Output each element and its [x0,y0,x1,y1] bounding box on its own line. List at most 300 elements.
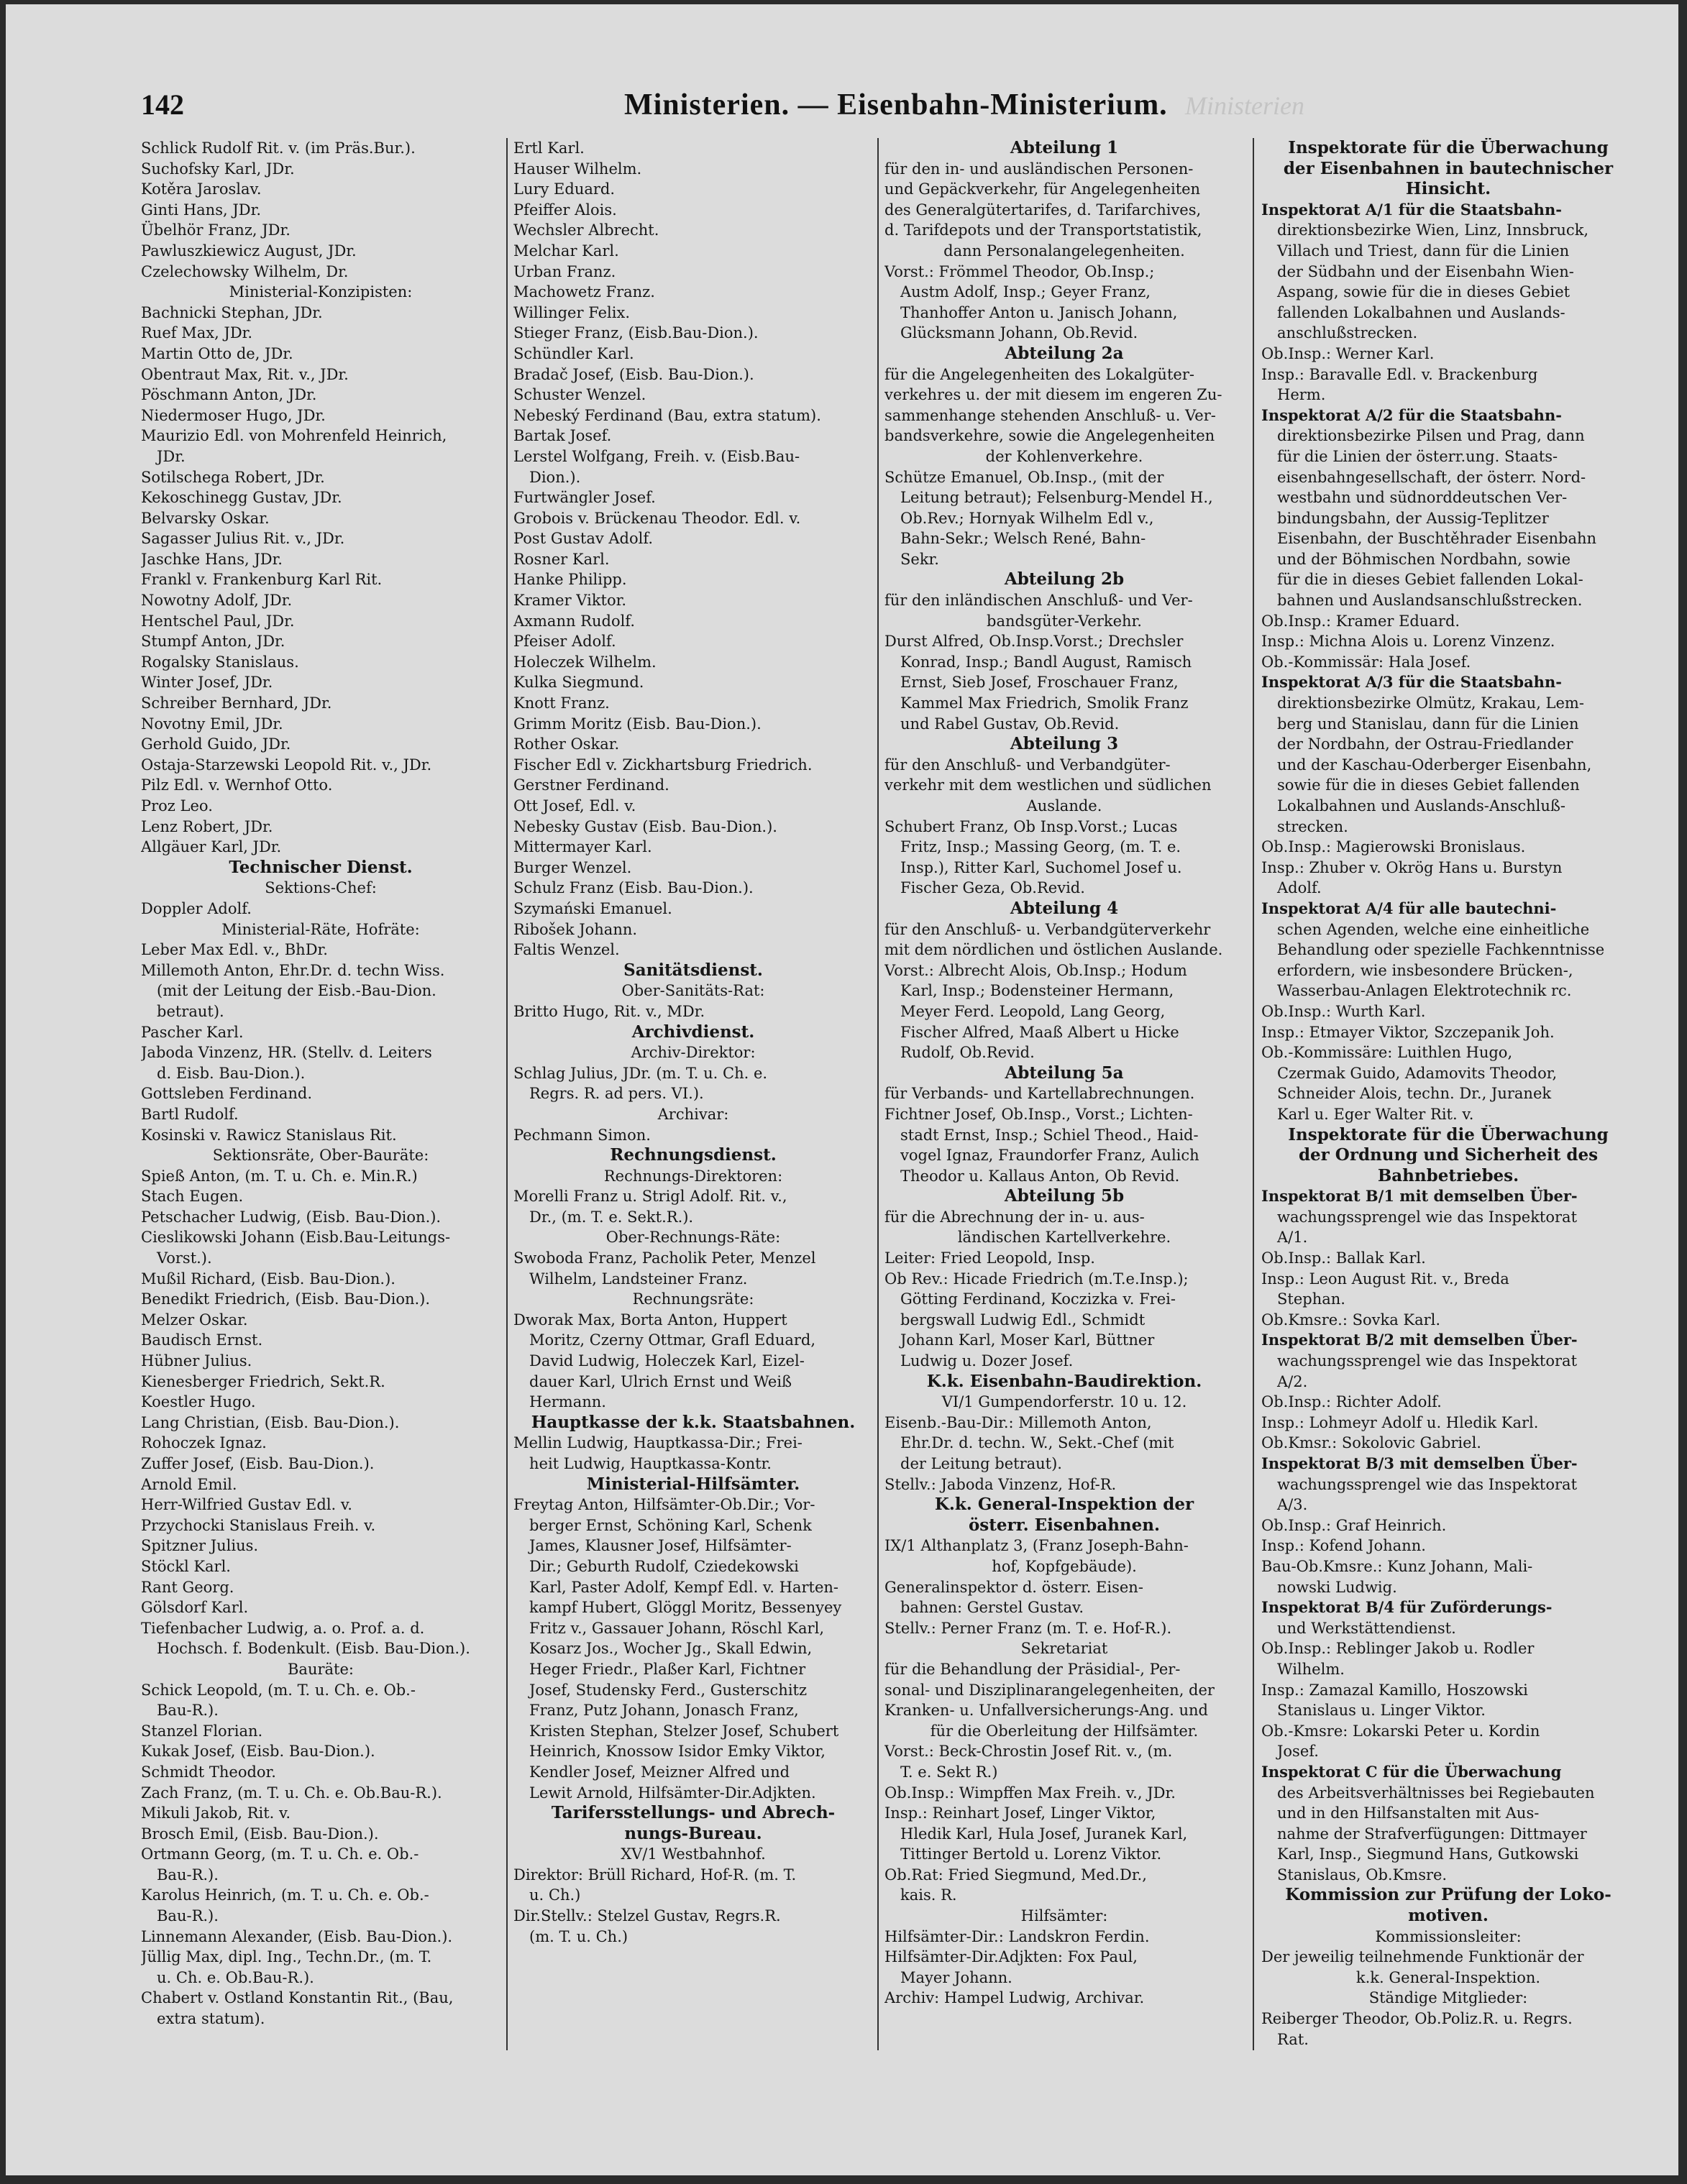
text-line: direktionsbezirke Wien, Linz, Innsbruck, [1277,221,1589,239]
text-line: Inspektorat A/3 für die Staatsbahn- [1261,673,1562,692]
text-line: Czermak Guido, Adamovits Theodor, [1277,1064,1558,1082]
text-line: Kekoschinegg Gustav, JDr. [141,489,342,507]
text-line: d. Eisb. Bau-Dion.). [157,1064,306,1082]
text-line: Stellv.: Perner Franz (m. T. e. Hof-R.). [884,1619,1172,1637]
section-heading: nungs-Bureau. [624,1823,762,1843]
text-line: Spieß Anton, (m. T. u. Ch. e. Min.R.) [141,1167,418,1185]
text-line: Stephan. [1277,1290,1345,1308]
text-line: Schulz Franz (Eisb. Bau-Dion.). [513,879,754,897]
text-line: Herr-Wilfried Gustav Edl. v. [141,1496,352,1514]
text-line: Sotilschega Robert, JDr. [141,468,325,486]
text-line: Ob.-Kommissäre: Luithlen Hugo, [1261,1044,1513,1062]
text-line: (mit der Leitung der Eisb.-Bau-Dion. [157,982,436,1000]
text-line: Hentschel Paul, JDr. [141,612,295,630]
text-line: (m. T. u. Ch.) [529,1927,628,1945]
text-line: Schreiber Bernhard, JDr. [141,694,332,712]
text-line: für die Angelegenheiten des Lokalgüter- [884,365,1194,383]
text-line: für die Linien der österr.ung. Staats- [1277,447,1558,465]
text-line: Moritz, Czerny Ottmar, Grafl Eduard, [529,1331,816,1349]
text-line: Leiter: Fried Leopold, Insp. [884,1249,1095,1267]
text-line: für Verbands- und Kartellabrechnungen. [884,1085,1195,1103]
text-line: Karl, Paster Adolf, Kempf Edl. v. Harten- [529,1578,838,1596]
subheading: Ständige Mitglieder: [1368,1989,1528,2007]
text-line: Pawluszkiewicz August, JDr. [141,242,357,260]
text-line: Morelli Franz u. Strigl Adolf. Rit. v., [513,1188,787,1206]
text-line: des Generalgütertarifes, d. Tarifarchives, [884,201,1202,219]
text-line: Ob.Insp.: Werner Karl. [1261,344,1435,362]
text-line: erfordern, wie insbesondere Brücken-, [1277,961,1573,979]
text-line: Stöckl Karl. [141,1557,231,1575]
subheading: ländischen Kartellverkehre. [957,1229,1171,1247]
text-line: Wilhelm. [1277,1660,1345,1678]
text-line: Insp.: Zamazal Kamillo, Hoszowski [1261,1681,1528,1699]
text-line: Spitzner Julius. [141,1537,259,1555]
text-line: Kendler Josef, Meizner Alfred und [529,1763,790,1781]
text-line: Ob.Insp.: Ballak Karl. [1261,1249,1426,1267]
text-line: Adolf. [1277,879,1322,897]
text-line: Schmidt Theodor. [141,1763,276,1781]
text-line: Inspektorat C für die Überwachung [1261,1762,1562,1781]
text-line: Rosner Karl. [513,550,610,568]
text-line: Inspektorat B/1 mit demselben Über- [1261,1187,1578,1206]
text-line: Stanislaus, Ob.Kmsre. [1277,1866,1448,1884]
text-line: Der jeweilig teilnehmende Funktionär der [1261,1948,1584,1966]
section-heading: Abteilung 2b [1004,569,1125,589]
text-line: Inspektorat B/2 mit demselben Über- [1261,1331,1578,1349]
text-line: Bachnicki Stephan, JDr. [141,303,323,321]
subheading: VI/1 Gumpendorferstr. 10 u. 12. [941,1393,1187,1411]
text-line: nahme der Strafverfügungen: Dittmayer [1277,1825,1587,1843]
text-line: berger Ernst, Schöning Karl, Schenk [529,1516,812,1534]
section-heading: motiven. [1408,1906,1489,1926]
section-heading: der Ordnung und Sicherheit des [1298,1145,1599,1165]
text-line: Stellv.: Jaboda Vinzenz, Hof-R. [884,1475,1117,1493]
section-heading: Sanitätsdienst. [623,960,763,980]
text-line: Schubert Franz, Ob Insp.Vorst.; Lucas [884,817,1178,835]
text-line: Übelhör Franz, JDr. [141,221,291,239]
text-line: Glücksmann Johann, Ob.Revid. [900,324,1138,342]
subheading: Auslande. [1026,797,1102,815]
text-line: Ob.Insp.: Kramer Eduard. [1261,612,1460,630]
text-line: Insp.: Kofend Johann. [1261,1537,1426,1555]
text-line: Petschacher Ludwig, (Eisb. Bau-Dion.). [141,1208,442,1226]
column-rule [1253,138,1254,2050]
section-heading: Abteilung 4 [1010,898,1119,918]
text-line: Leber Max Edl. v., BhDr. [141,941,328,959]
text-line: Ob.Rev.; Hornyak Wilhelm Edl v., [900,509,1154,527]
text-line: Ernst, Sieb Josef, Froschauer Franz, [900,674,1179,692]
text-line: A/2. [1277,1372,1308,1390]
text-line: Urban Franz. [513,262,616,280]
text-line: Baudisch Ernst. [141,1331,263,1349]
text-line: Tittinger Bertold u. Lorenz Viktor. [900,1845,1162,1863]
section-heading: Technischer Dienst. [229,857,413,877]
text-line: Direktor: Brüll Richard, Hof-R. (m. T. [513,1866,797,1884]
text-line: Eisenbahn, der Buschtěhrader Eisenbahn [1277,530,1597,548]
section-heading: K.k. General-Inspektion der [934,1495,1194,1515]
subheading: dann Personalangelegenheiten. [943,242,1185,260]
text-line: Gölsdorf Karl. [141,1599,249,1617]
text-line: Schlag Julius, JDr. (m. T. u. Ch. e. [513,1064,768,1082]
text-line: Willinger Felix. [513,303,630,321]
text-line: Karolus Heinrich, (m. T. u. Ch. e. Ob.- [141,1886,429,1904]
text-line: verkehr mit dem westlichen und südlichen [884,776,1212,794]
text-line: Insp.: Baravalle Edl. v. Brackenburg [1261,365,1538,383]
text-line: heit Ludwig, Hauptkassa-Kontr. [529,1455,772,1472]
text-line: Insp.: Lohmeyr Adolf u. Hledik Karl. [1261,1413,1539,1431]
text-line: Pfeiser Adolf. [513,633,616,651]
text-line: T. e. Sekt R.) [900,1763,998,1781]
text-line: Suchofsky Karl, JDr. [141,160,295,178]
text-line: Stieger Franz, (Eisb.Bau-Dion.). [513,324,759,342]
text-line: Stanzel Florian. [141,1722,263,1740]
text-line: Ob.-Kmsre: Lokarski Peter u. Kordin [1261,1722,1540,1740]
text-line: der Nordbahn, der Ostrau-Friedlander [1277,735,1573,753]
bleed-through-title: Ministerien [1185,91,1304,120]
text-column-3 [884,138,1244,2151]
text-line: Dworak Max, Borta Anton, Huppert [513,1311,787,1329]
text-line: wachungssprengel wie das Inspektorat [1277,1352,1578,1370]
text-line: Nowotny Adolf, JDr. [141,592,293,610]
text-line: Ob.Insp.: Graf Heinrich. [1261,1516,1447,1534]
text-line: Ob.Insp.: Richter Adolf. [1261,1393,1442,1411]
text-line: extra statum). [157,2010,265,2028]
text-line: Heinrich, Knossow Isidor Emky Viktor, [529,1743,826,1761]
text-line: Schündler Karl. [513,344,634,362]
subheading: Sektionsräte, Ober-Bauräte: [212,1147,429,1165]
text-line: Ob Rev.: Hicade Friedrich (m.T.e.Insp.); [884,1270,1189,1288]
text-line: vogel Ignaz, Fraundorfer Franz, Aulich [900,1147,1199,1165]
text-line: Ostaja-Starzewski Leopold Rit. v., JDr. [141,756,432,774]
page-header [6,85,1678,128]
text-line: Mußil Richard, (Eisb. Bau-Dion.). [141,1270,396,1288]
text-line: Inspektorat B/3 mit demselben Über- [1261,1454,1578,1472]
text-line: James, Klausner Josef, Hilfsämter- [529,1537,792,1555]
text-line: Ginti Hans, JDr. [141,201,261,219]
text-line: Vorst.: Beck-Chrostin Josef Rit. v., (m. [884,1743,1173,1761]
text-line: Rudolf, Ob.Revid. [900,1044,1035,1062]
text-line: bindungsbahn, der Aussig-Teplitzer [1277,509,1549,527]
text-line: Lewit Arnold, Hilfsämter-Dir.Adjkten. [529,1784,816,1802]
text-line: Ob.Insp.: Wimpffen Max Freih. v., JDr. [884,1784,1176,1802]
text-line: Ob.Insp.: Reblinger Jakob u. Rodler [1261,1640,1535,1658]
text-line: Insp.: Reinhart Josef, Linger Viktor, [884,1804,1156,1822]
text-line: Freytag Anton, Hilfsämter-Ob.Dir.; Vor- [513,1496,815,1514]
text-line: Schlick Rudolf Rit. v. (im Präs.Bur.). [141,139,416,157]
text-line: Kotěra Jaroslav. [141,180,262,198]
text-line: bandsverkehre, sowie die Angelegenheiten [884,427,1215,445]
text-line: Sagasser Julius Rit. v., JDr. [141,530,345,548]
text-line: Lang Christian, (Eisb. Bau-Dion.). [141,1413,400,1431]
text-line: A/3. [1277,1496,1308,1514]
subheading: Archiv-Direktor: [631,1044,756,1062]
text-line: Insp.: Zhuber v. Okrög Hans u. Burstyn [1261,858,1563,876]
text-line: Hübner Julius. [141,1352,252,1370]
text-line: Hanke Philipp. [513,571,627,589]
text-line: für den inländischen Anschluß- und Ver- [884,592,1193,610]
text-line: Pechmann Simon. [513,1126,651,1144]
section-heading: Bahnbetriebes. [1377,1165,1519,1185]
text-line: Ortmann Georg, (m. T. u. Ch. e. Ob.- [141,1845,419,1863]
text-line: Fritz v., Gassauer Johann, Röschl Karl, [529,1619,824,1637]
text-line: Wilhelm, Landsteiner Franz. [529,1270,748,1288]
text-line: Ob.Kmsre.: Sovka Karl. [1261,1311,1441,1329]
text-line: Cieslikowski Johann (Eisb.Bau-Leitungs- [141,1229,451,1247]
subheading: XV/1 Westbahnhof. [621,1845,766,1863]
text-line: Eisenb.-Bau-Dir.: Millemoth Anton, [884,1413,1152,1431]
subheading: Ministerial-Räte, Hofräte: [221,920,420,938]
text-line: Kosinski v. Rawicz Stanislaus Rit. [141,1126,397,1144]
text-line: verkehres u. der mit diesem im engeren Zu- [884,386,1222,404]
text-line: u. Ch.) [529,1886,581,1904]
subheading: Ober-Rechnungs-Räte: [605,1229,781,1247]
text-line: Mittermayer Karl. [513,838,652,856]
text-line: Bahn-Sekr.; Welsch René, Bahn- [900,530,1146,548]
text-line: Ob.Rat: Fried Siegmund, Med.Dr., [884,1866,1147,1884]
section-heading: Archivdienst. [631,1022,755,1042]
text-line: Insp.), Ritter Karl, Suchomel Josef u. [900,858,1182,876]
text-line: Generalinspektor d. österr. Eisen- [884,1578,1143,1596]
text-line: Reiberger Theodor, Ob.Poliz.R. u. Regrs. [1261,2010,1573,2028]
text-line: Josef, Studensky Ferd., Gusterschitz [529,1681,808,1699]
text-line: Hilfsämter-Dir.Adjkten: Fox Paul, [884,1948,1138,1966]
text-line: Melchar Karl. [513,242,619,260]
text-line: Lury Eduard. [513,180,616,198]
text-line: Ob.-Kommissär: Hala Josef. [1261,653,1471,671]
text-line: Bau-R.). [157,1907,219,1925]
text-line: Benedikt Friedrich, (Eisb. Bau-Dion.). [141,1290,431,1308]
text-line: Bradač Josef, (Eisb. Bau-Dion.). [513,365,754,383]
text-line: der Südbahn und der Eisenbahn Wien- [1277,262,1574,280]
text-line: Archiv: Hampel Ludwig, Archivar. [884,1989,1145,2007]
text-line: Frankl v. Frankenburg Karl Rit. [141,571,383,589]
subheading: Bauräte: [288,1660,354,1678]
text-line: Nebesky Gustav (Eisb. Bau-Dion.). [513,817,777,835]
text-line: Holeczek Wilhelm. [513,653,657,671]
text-line: Brosch Emil, (Eisb. Bau-Dion.). [141,1825,379,1843]
section-heading: Abteilung 5a [1005,1063,1124,1083]
text-line: Austm Adolf, Insp.; Geyer Franz, [900,283,1151,301]
text-line: Insp.: Michna Alois u. Lorenz Vinzenz. [1261,633,1555,651]
text-line: kais. R. [900,1886,957,1904]
text-line: Schütze Emanuel, Ob.Insp., (mit der [884,468,1164,486]
text-line: Karl, Insp., Siegmund Hans, Gutkowski [1277,1845,1579,1863]
text-line: Lerstel Wolfgang, Freih. v. (Eisb.Bau- [513,447,800,465]
text-line: IX/1 Althanplatz 3, (Franz Joseph-Bahn- [884,1537,1189,1555]
text-line: Ribošek Johann. [513,920,638,938]
text-line: Rogalsky Stanislaus. [141,653,299,671]
text-line: Heger Friedr., Plaßer Karl, Fichtner [529,1660,806,1678]
text-line: Inspektorat A/2 für die Staatsbahn- [1261,405,1562,424]
text-line: bahnen: Gerstel Gustav. [900,1599,1084,1617]
text-line: Kosarz Jos., Wocher Jg., Skall Edwin, [529,1640,813,1658]
text-line: Inspektorat A/4 für alle bautechni- [1261,899,1557,917]
text-line: Vorst.: Albrecht Alois, Ob.Insp.; Hodum [884,961,1187,979]
subheading: bandsgüter-Verkehr. [987,612,1142,630]
text-line: Vorst.: Frömmel Theodor, Ob.Insp.; [884,262,1155,280]
text-line: Ehr.Dr. d. techn. W., Sekt.-Chef (mit [900,1434,1174,1452]
text-column-4 [1261,138,1635,2151]
text-line: Post Gustav Adolf. [513,530,654,548]
text-line: Ob.Insp.: Wurth Karl. [1261,1002,1426,1020]
text-line: bahnen und Auslandsanschlußstrecken. [1277,592,1583,610]
text-line: Schneider Alois, techn. Dr., Juranek [1277,1085,1552,1103]
section-heading: der Eisenbahnen in bautechnischer [1283,158,1614,178]
subheading: Archivar: [657,1105,729,1123]
text-line: Wechsler Albrecht. [513,221,659,239]
text-line: u. Ch. e. Ob.Bau-R.). [157,1968,314,1986]
text-line: Nebeský Ferdinand (Bau, extra statum). [513,406,821,424]
text-line: Fischer Geza, Ob.Revid. [900,879,1085,897]
section-heading: Abteilung 1 [1010,138,1119,157]
text-line: Tiefenbacher Ludwig, a. o. Prof. a. d. [141,1619,425,1637]
text-line: und in den Hilfsanstalten mit Aus- [1277,1804,1540,1822]
text-line: Gottsleben Ferdinand. [141,1085,313,1103]
text-line: Konrad, Insp.; Bandl August, Ramisch [900,653,1192,671]
text-line: Karl u. Eger Walter Rit. v. [1277,1105,1474,1123]
text-line: Kammel Max Friedrich, Smolik Franz [900,694,1189,712]
text-line: Kramer Viktor. [513,592,627,610]
text-line: Zach Franz, (m. T. u. Ch. e. Ob.Bau-R.). [141,1784,442,1802]
text-line: Vorst.). [157,1249,212,1267]
running-title: Ministerien. — Eisenbahn-Ministerium. [624,88,1168,121]
text-line: Mayer Johann. [900,1968,1012,1986]
text-line: Sekr. [900,550,939,568]
text-line: Ob.Kmsr.: Sokolovic Gabriel. [1261,1434,1481,1452]
text-line: Kienesberger Friedrich, Sekt.R. [141,1372,385,1390]
text-line: Durst Alfred, Ob.Insp.Vorst.; Drechsler [884,633,1184,651]
section-heading: Kommission zur Prüfung der Loko- [1285,1885,1611,1905]
subheading: Sektions-Chef: [265,879,377,897]
text-line: Dr., (m. T. e. Sekt.R.). [529,1208,694,1226]
text-line: Kristen Stephan, Stelzer Josef, Schubert [529,1722,839,1740]
text-line: bergswall Ludwig Edl., Schmidt [900,1311,1146,1329]
section-heading: Tarifersstellungs- und Abrech- [551,1803,836,1823]
text-line: Leitung betraut); Felsenburg-Mendel H., [900,489,1213,507]
text-line: Novotny Emil, JDr. [141,715,283,733]
text-line: für den in- und ausländischen Personen- [884,160,1194,178]
section-heading: Inspektorate für die Überwachung [1288,1124,1609,1144]
text-line: sammenhange stehenden Anschluß- u. Ver- [884,406,1216,424]
text-line: Bau-R.). [157,1702,219,1720]
text-line: Stanislaus u. Linger Viktor. [1277,1702,1486,1720]
text-line: Pfeiffer Alois. [513,201,617,219]
text-line: Proz Leo. [141,797,213,815]
text-line: für den Anschluß- und Verbandgüter- [884,756,1171,774]
text-line: für die in dieses Gebiet fallenden Lokal- [1277,571,1583,589]
text-line: Hauser Wilhelm. [513,160,642,178]
text-line: Jaboda Vinzenz, HR. (Stellv. d. Leiters [141,1044,432,1062]
section-heading: Ministerial-Hilfsämter. [586,1474,800,1494]
text-line: Stumpf Anton, JDr. [141,633,285,651]
text-line: A/1. [1277,1229,1308,1247]
text-line: berg und Stanislau, dann für die Linien [1277,715,1579,733]
text-line: fallenden Lokalbahnen und Auslands- [1277,303,1565,321]
text-line: Villach und Triest, dann für die Linien [1277,242,1570,260]
text-line: Winter Josef, JDr. [141,674,273,692]
section-heading: Abteilung 3 [1010,734,1119,754]
text-line: und Werkstättendienst. [1277,1619,1456,1637]
text-line: Rat. [1277,2030,1309,2048]
text-line: und der Kaschau-Oderberger Eisenbahn, [1277,756,1592,774]
text-line: Jüllig Max, dipl. Ing., Techn.Dr., (m. T. [141,1948,432,1966]
text-line: Aspang, sowie für die in dieses Gebiet [1277,283,1571,301]
text-line: Ertl Karl. [513,139,585,157]
text-column-1 [141,138,500,2151]
text-line: Götting Ferdinand, Koczizka v. Frei- [900,1290,1176,1308]
subheading: Rechnungs-Direktoren: [603,1167,783,1185]
text-line: Bartak Josef. [513,427,612,445]
text-line: Maurizio Edl. von Mohrenfeld Heinrich, [141,427,447,445]
text-line: Mellin Ludwig, Hauptkassa-Dir.; Frei- [513,1434,803,1452]
text-line: Rant Georg. [141,1578,234,1596]
section-heading: K.k. Eisenbahn-Baudirektion. [926,1371,1202,1391]
text-line: Regrs. R. ad pers. VI.). [529,1085,704,1103]
text-line: eisenbahngesellschaft, der österr. Nord- [1277,468,1586,486]
text-line: des Arbeitsverhältnisses bei Regiebauten [1277,1784,1595,1802]
text-line: Hledik Karl, Hula Josef, Juranek Karl, [900,1825,1188,1843]
text-line: Przychocki Stanislaus Freih. v. [141,1516,376,1534]
text-line: Doppler Adolf. [141,899,252,917]
text-line: Faltis Wenzel. [513,941,620,959]
text-line: Chabert v. Ostland Konstantin Rit., (Bau, [141,1989,454,2007]
text-line: Furtwängler Josef. [513,489,656,507]
text-line: für die Behandlung der Präsidial-, Per- [884,1660,1181,1678]
text-line: Gerhold Guido, JDr. [141,735,291,753]
text-line: und der Böhmischen Nordbahn, sowie [1277,550,1571,568]
text-line: Melzer Oskar. [141,1311,248,1329]
text-line: Szymański Emanuel. [513,899,672,917]
section-heading: österr. Eisenbahnen. [968,1515,1161,1535]
subheading: Kommissionsleiter: [1375,1927,1522,1945]
section-heading: Rechnungsdienst. [610,1145,777,1165]
text-line: Inspektorat A/1 für die Staatsbahn- [1261,200,1562,219]
section-heading: Abteilung 5b [1004,1186,1125,1206]
text-line: Theodor u. Kallaus Anton, Ob Revid. [900,1167,1180,1185]
text-line: sonal- und Disziplinarangelegenheiten, der [884,1681,1215,1699]
text-line: Fichtner Josef, Ob.Insp., Vorst.; Lichten- [884,1105,1193,1123]
text-line: Thanhoffer Anton u. Janisch Johann, [900,303,1178,321]
text-line: Niedermoser Hugo, JDr. [141,406,326,424]
text-line: Allgäuer Karl, JDr. [141,838,282,856]
text-line: Millemoth Anton, Ehr.Dr. d. techn Wiss. [141,961,445,979]
text-line: Arnold Emil. [141,1475,237,1493]
text-line: Karl, Insp.; Bodensteiner Hermann, [900,982,1174,1000]
text-line: für den Anschluß- u. Verbandgüterverkehr [884,920,1211,938]
text-line: Johann Karl, Moser Karl, Büttner [900,1331,1155,1349]
text-line: Knott Franz. [513,694,610,712]
text-line: Insp.: Leon August Rit. v., Breda [1261,1270,1509,1288]
text-line: Britto Hugo, Rit. v., MDr. [513,1002,705,1020]
text-line: Czelechowsky Wilhelm, Dr. [141,262,349,280]
text-line: Mikuli Jakob, Rit. v. [141,1804,291,1822]
text-line: Pöschmann Anton, JDr. [141,386,317,404]
text-line: und Rabel Gustav, Ob.Revid. [900,715,1120,733]
document-page [6,4,1678,2175]
text-line: Gerstner Ferdinand. [513,776,669,794]
subheading: Sekretariat [1020,1640,1108,1658]
text-line: Ludwig u. Dozer Josef. [900,1352,1074,1370]
text-line: Dir.Stellv.: Stelzel Gustav, Regrs.R. [513,1907,781,1925]
text-line: Schick Leopold, (m. T. u. Ch. e. Ob.- [141,1681,416,1699]
text-line: strecken. [1277,817,1348,835]
text-line: Martin Otto de, JDr. [141,344,293,362]
text-line: Hilfsämter-Dir.: Landskron Ferdin. [884,1927,1150,1945]
text-line: und Gepäckverkehr, für Angelegenheiten [884,180,1201,198]
text-line: Linnemann Alexander, (Eisb. Bau-Dion.). [141,1927,453,1945]
text-line: Zuffer Josef, (Eisb. Bau-Dion.). [141,1455,375,1472]
text-line: Fischer Edl v. Zickhartsburg Friedrich. [513,756,813,774]
